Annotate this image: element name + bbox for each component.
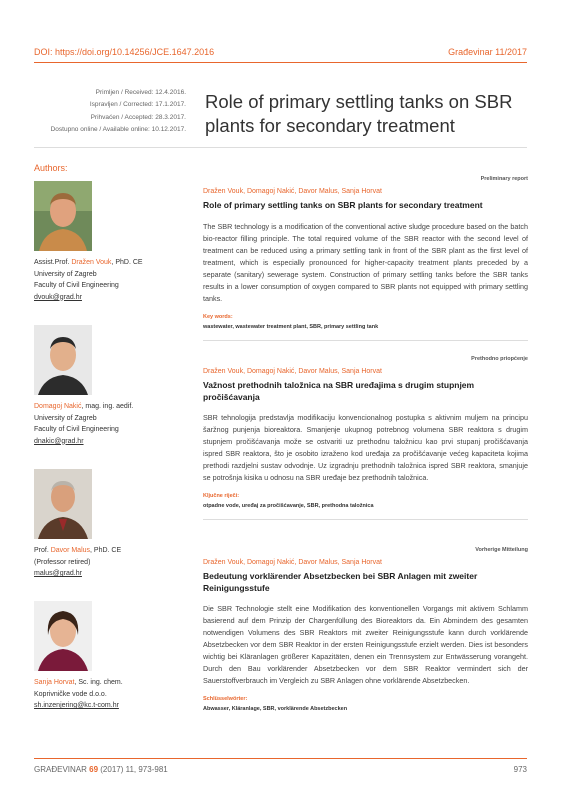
title-divider bbox=[34, 147, 527, 148]
page-number: 973 bbox=[513, 765, 527, 774]
article-type: Vorherige Mitteilung bbox=[475, 547, 528, 553]
keywords-heading: Ključne riječi: bbox=[203, 493, 240, 499]
footer-volume: 69 bbox=[89, 765, 99, 774]
author-degree: , PhD. CE bbox=[90, 547, 122, 554]
author-email[interactable]: dnakic@grad.hr bbox=[34, 437, 84, 445]
keywords-heading: Key words: bbox=[203, 313, 233, 320]
header-divider bbox=[34, 62, 527, 63]
author-affiliation: Koprivničke vode d.o.o. bbox=[34, 690, 107, 698]
date-accepted: Prihvaćen / Accepted: 28.3.2017. bbox=[90, 113, 186, 121]
footer-issue: (2017) 11, 973-981 bbox=[98, 765, 168, 774]
author-affiliation: University of Zagreb bbox=[34, 270, 97, 278]
page-title: Role of primary settling tanks on SBR plants for secondary treatment bbox=[205, 91, 513, 136]
abstract-block-hr bbox=[203, 356, 528, 520]
authors-heading: Authors: bbox=[34, 163, 68, 173]
doi-link[interactable]: DOI: https://doi.org/10.14256/JCE.1647.2016 bbox=[34, 47, 215, 57]
author-affiliation: (Professor retired) bbox=[34, 558, 91, 566]
author-name: Davor Malus bbox=[50, 547, 91, 554]
author-name: Domagoj Nakić bbox=[34, 403, 82, 410]
author-affiliation: Faculty of Civil Engineering bbox=[34, 282, 119, 289]
author-email[interactable]: dvouk@grad.hr bbox=[34, 293, 82, 301]
author-title: Assist.Prof. bbox=[34, 259, 72, 266]
keywords: otpadne vode, uređaj za pročišćavanje, SBR, prethodna taložnica bbox=[203, 503, 374, 509]
abstract-block-de bbox=[203, 547, 528, 712]
footer-journal: GRAĐEVINAR bbox=[34, 765, 90, 774]
author-degree: , Sc. ing. chem. bbox=[74, 679, 123, 686]
date-available: Dostupno online / Available online: 10.12.2017. bbox=[50, 125, 186, 133]
article-title: Bedeutung vorklärender Absetzbecken bei SBR Anlagen mit zweiter Reinigungsstufe bbox=[203, 571, 478, 593]
article-authors: Dražen Vouk, Domagoj Nakić, Davor Malus, Sanja Horvat bbox=[203, 368, 382, 375]
section-divider bbox=[203, 519, 528, 520]
author-email[interactable]: sh.inzenjering@kc.t-com.hr bbox=[34, 702, 119, 709]
author-degree: , PhD. CE bbox=[111, 259, 143, 266]
author-name: Dražen Vouk bbox=[71, 259, 112, 266]
keywords-heading: Schlüsselwörter: bbox=[203, 696, 248, 702]
abstract-block-en bbox=[203, 176, 528, 341]
abstract-text: SBR tehnologija predstavlja modifikaciju konvencionalnog postupka s aktivnim muljem na principu šaržnog punjenja bioreaktora. Smanjenje ukupnog potrebnog volumena SBR reaktora s drugim stupnjem pročišćavanja može se ostvariti uz prethodnu taložnicu kao prvi stupanj pročišćavanja ispred SBR reaktora, što je osobito izraženo kod uređaja za pročišćavanje većeg kapaciteta kojima prethodi razdjelni sustav odvodnje. Uz izgradnju prethodnih taložnica ispred SBR reaktora, smanjuje se potrošnja kisika u odnosu na SBR uređaje bez prethodnih taložnica. bbox=[203, 413, 528, 482]
author-card bbox=[34, 601, 189, 712]
author-affiliation: Faculty of Civil Engineering bbox=[34, 426, 119, 433]
author-name: Sanja Horvat bbox=[34, 679, 75, 686]
article-type: Preliminary report bbox=[480, 176, 528, 182]
page-header bbox=[34, 44, 527, 60]
author-photo bbox=[34, 601, 92, 671]
article-type: Prethodno priopćenje bbox=[471, 356, 528, 362]
author-affiliation: University of Zagreb bbox=[34, 414, 97, 422]
journal-issue: Građevinar 11/2017 bbox=[448, 47, 527, 57]
author-photo bbox=[34, 469, 92, 539]
author-degree: , mag. ing. aedif. bbox=[81, 403, 134, 410]
keywords: wastewater, wastewater treatment plant, SBR, primary settling tank bbox=[203, 323, 379, 330]
author-email[interactable]: malus@grad.hr bbox=[34, 570, 82, 577]
author-photo bbox=[34, 325, 92, 395]
dates-block bbox=[34, 87, 186, 136]
article-title: Važnost prethodnih taložnica na SBR uređajima s drugim stupnjem pročišćavanja bbox=[203, 380, 475, 402]
date-received: Primljen / Received: 12.4.2016. bbox=[95, 89, 186, 96]
abstract-text: Die SBR Technologie stellt eine Modifikation des konventionellen Vorgangs mit aktivem Schlamm basierend auf dem Prinzip der Chargenfüllung des Bioreaktors da. Ein Abmindern des gesamten notwendigen Volumens des SBR Reaktors mit zweiter Reinigungsstufe kann durch vorklärende Absetzbecken vor dem SBR Reaktor in der ersten Reinigungsstufe erzielt werden. Dies ist besonders wichtig bei Kläranlagen größerer Kapazitäten, denen ein Trennsystem zur Entwässerung vorangeht. Durch den Bau vorklärender Absetzbecken vor dem SBR Reaktor vermindert sich der Sauerstoffverbrauch im Vergleich zu SBR Anlagen ohne vorklärende Absetzbecken. bbox=[203, 604, 528, 685]
abstract-text: The SBR technology is a modification of the conventional active sludge procedure based on the batch bio-reactor filling principle. The total required volume of the SBR reactor with the second level of treatment can be reduced using a primary settling tank in front of the SBR plant as the first level of treatment, which is especially pronounced for higher-capacity treatment plants preceded by a separate (sanitary) sewerage system. Construction of primary settling tanks before the SBR tanks results in a lower consumption of oxygen compared to SBR plants not equipped with primary settling tanks. bbox=[203, 221, 528, 303]
section-divider bbox=[203, 340, 528, 341]
article-title: Role of primary settling tanks on SBR plants for secondary treatment bbox=[203, 200, 483, 210]
author-card bbox=[34, 181, 189, 303]
footer-divider bbox=[34, 758, 527, 759]
keywords: Abwasser, Kläranlage, SBR, vorklärende Absetzbecken bbox=[203, 706, 348, 712]
article-authors: Dražen Vouk, Domagoj Nakić, Davor Malus, Sanja Horvat bbox=[203, 559, 382, 566]
footer-citation bbox=[34, 765, 168, 774]
author-photo bbox=[34, 181, 92, 251]
author-card bbox=[34, 469, 189, 580]
article-authors: Dražen Vouk, Domagoj Nakić, Davor Malus, Sanja Horvat bbox=[203, 188, 382, 195]
author-title: Prof. bbox=[34, 547, 51, 554]
author-card bbox=[34, 325, 189, 447]
date-corrected: Ispravljen / Corrected: 17.1.2017. bbox=[89, 101, 186, 109]
